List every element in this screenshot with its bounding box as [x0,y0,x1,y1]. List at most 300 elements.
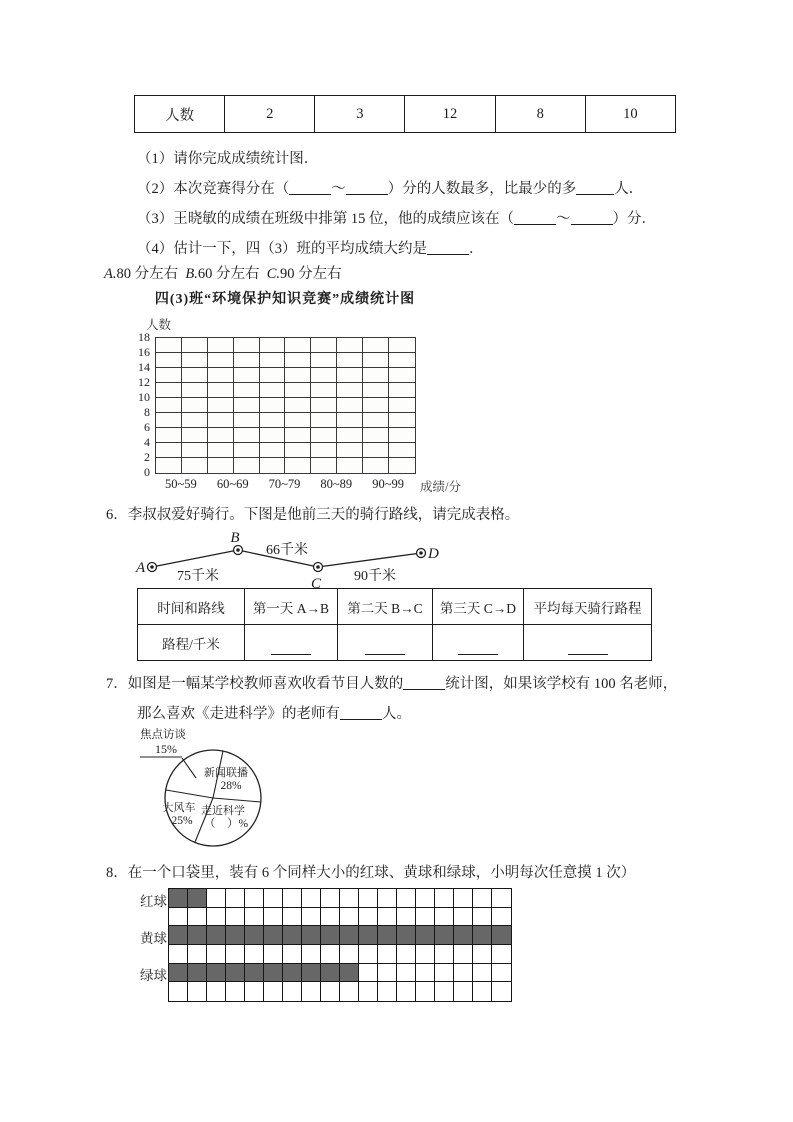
bar-grid-cell [234,383,260,398]
bar-grid-cell [363,368,389,383]
ball-grid-cell [435,908,454,927]
y-tick-label: 8 [144,405,150,419]
ball-grid-cell [492,889,511,908]
bar-grid-cell [363,428,389,443]
tilde-separator: ～ [556,211,571,227]
bar-grid-cell [156,398,182,413]
bar-grid-cell [337,398,363,413]
score-table-label: 人数 [135,96,225,133]
bar-grid-cell [337,443,363,458]
ball-grid-cell-filled [397,926,416,945]
ball-grid-cell-filled [283,926,302,945]
tilde-separator: ～ [331,181,346,197]
y-tick-label: 10 [138,390,150,404]
ball-row-label-green: 绿球 [140,968,167,983]
bar-grid-cell [208,443,234,458]
ball-grid-cell [207,982,226,1001]
ball-grid-cell-filled [245,964,264,983]
ball-grid-cell [378,945,397,964]
option-c-text: 90 分左右 [280,266,342,282]
ball-grid-cell [245,889,264,908]
ball-grid-cell-filled [321,964,340,983]
ball-grid-cell-filled [340,964,359,983]
bar-grid-cell [311,383,337,398]
point-label-c: C [310,576,322,592]
bar-grid-cell [337,338,363,353]
bar-grid-cell [337,383,363,398]
ball-grid-cell-filled [378,926,397,945]
y-tick-label: 12 [138,375,150,389]
ball-grid-cell [207,908,226,927]
bar-grid-cell [182,398,208,413]
ball-grid-cell-filled [321,926,340,945]
pie-label-jiaodian: 焦点访谈 [140,729,186,741]
ball-grid-cell [321,982,340,1001]
question-2-text: ）分的人数最多，比最少的多 [387,181,577,197]
bar-grid-cell [234,338,260,353]
bar-grid-cell [285,368,311,383]
ball-grid-cell [264,889,283,908]
bar-grid-cell [182,368,208,383]
x-tick-label: 60~69 [216,477,249,491]
y-tick-label: 2 [144,450,150,464]
question-7-line1 [106,672,677,693]
bar-grid-cell [208,398,234,413]
x-tick-label: 70~79 [268,477,301,491]
bar-grid-cell [363,383,389,398]
question-7-text: 人。 [382,706,411,722]
ball-grid-cell [416,908,435,927]
bar-grid-cell [208,458,234,473]
score-count-table [134,95,676,133]
ball-grid-cell [378,964,397,983]
question-2-text: （2）本次竞赛得分在（ [137,181,290,197]
ball-grid-cell-filled [226,964,245,983]
bar-grid-cell [389,413,415,428]
ball-grid-cell [435,889,454,908]
route-table-header: 第三天 C→D [433,589,524,625]
bar-grid-cell [208,338,234,353]
bar-grid-cell [234,398,260,413]
question-3 [137,207,656,228]
ball-grid-cell [359,982,378,1001]
bar-grid-cell [285,383,311,398]
ball-grid-cell-filled [435,926,454,945]
ball-grid-cell-filled [226,926,245,945]
ball-grid-cell [207,945,226,964]
bar-grid-cell [182,413,208,428]
question-2-text: 人． [614,181,644,197]
ball-grid-cell [359,945,378,964]
ball-grid-cell [454,889,473,908]
answer-blank[interactable] [403,676,445,690]
ball-grid-cell [302,889,321,908]
score-table-value: 12 [405,96,495,133]
ball-grid-cell [302,945,321,964]
ball-grid-cell [245,908,264,927]
option-b-label: B. [185,266,198,282]
y-axis-label: 人数 [146,318,172,332]
bar-grid-cell [156,413,182,428]
ball-grid-cell-filled [340,926,359,945]
route-distance-table [137,588,652,661]
ball-grid-cell [454,945,473,964]
ball-probability-grid [168,888,512,1002]
bar-grid-cell [337,428,363,443]
ball-grid-cell [340,889,359,908]
ball-grid-cell [245,982,264,1001]
ball-grid-cell [416,982,435,1001]
question-7-line2 [137,702,411,723]
pie-label-xinwen: 新闻联播 [204,767,248,779]
y-tick-label: 4 [144,435,150,449]
ball-grid-cell [378,889,397,908]
ball-grid-cell-filled [302,964,321,983]
ball-grid-cell [283,945,302,964]
bar-grid-cell [182,353,208,368]
question-4 [137,237,484,258]
bar-grid-cell [389,428,415,443]
ball-grid-cell [492,945,511,964]
score-table-value: 2 [225,96,315,133]
route-segment-ab [152,550,238,567]
bar-grid-cell [182,443,208,458]
ball-grid-cell-filled [169,964,188,983]
ball-grid-cell-filled [359,926,378,945]
ball-grid-cell [454,982,473,1001]
ball-grid-cell [397,982,416,1001]
score-table-value: 3 [315,96,405,133]
ball-grid-cell-filled [188,926,207,945]
point-marker-c [314,563,323,572]
bar-chart-title: 四(3)班“环境保护知识竞赛”成绩统计图 [154,292,416,307]
question-4-options [104,262,342,283]
route-answer-cell [524,625,652,661]
route-segment-cd [318,553,421,567]
ball-grid-cell [283,908,302,927]
ball-grid-cell [340,945,359,964]
distance-label-cd: 90千米 [354,569,396,584]
table-row [138,625,652,661]
route-table-header: 平均每天骑行路程 [524,589,652,625]
bar-grid-cell [260,353,286,368]
ball-grid-cell [359,908,378,927]
ball-grid-cell [359,889,378,908]
bar-grid-cell [208,383,234,398]
ball-grid-cell [416,889,435,908]
bar-grid-cell [311,368,337,383]
ball-grid-cell [378,982,397,1001]
y-axis-ticks [128,330,152,487]
ball-grid-cell [435,945,454,964]
bar-grid-cell [337,413,363,428]
ball-grid-cell-filled [473,926,492,945]
bar-grid-cell [311,338,337,353]
ball-grid-cell-filled [283,964,302,983]
bar-grid-cell [208,368,234,383]
ball-grid-cell-filled [207,926,226,945]
ball-grid-cell [264,982,283,1001]
question-1-text: （1）请你完成成绩统计图． [137,151,319,167]
ball-grid-cell [283,889,302,908]
bar-grid-cell [208,353,234,368]
y-tick-label: 0 [144,465,150,479]
ball-grid-cell [416,964,435,983]
x-tick-label: 80~89 [320,477,353,491]
bar-grid-cell [208,413,234,428]
score-table-value: 8 [495,96,585,133]
y-tick-label: 18 [138,330,150,344]
bar-grid-cell [234,428,260,443]
y-tick-label: 14 [138,360,150,374]
ball-row-label-yellow: 黄球 [140,931,167,946]
y-tick-label: 6 [144,420,150,434]
bar-grid-cell [234,413,260,428]
bar-grid-cell [156,443,182,458]
bar-grid-cell [208,428,234,443]
ball-grid-cell [188,945,207,964]
bar-grid-cell [260,428,286,443]
question-4-text: （4）估计一下，四（3）班的平均成绩大约是 [137,241,427,257]
bar-grid-cell [285,458,311,473]
bar-grid-cell [260,368,286,383]
bar-grid-cell [363,398,389,413]
ball-grid-cell [378,908,397,927]
ball-grid-cell [340,908,359,927]
question-7-text: 那么喜欢《走进科学》的老师有 [137,706,340,722]
bar-grid-cell [156,338,182,353]
distance-label-bc: 66千米 [266,543,308,558]
ball-grid-cell [397,889,416,908]
bar-grid-cell [363,458,389,473]
pie-pct-zoujin: （ ）% [203,818,249,830]
ball-grid-cell [492,908,511,927]
ball-grid-cell [454,964,473,983]
answer-blank[interactable] [514,211,556,225]
point-label-a: A [136,560,146,576]
bar-grid-cell [389,458,415,473]
bar-grid-cell [156,368,182,383]
bar-grid-cell [363,353,389,368]
ball-grid-cell [473,908,492,927]
route-table-row-label: 路程/千米 [138,625,245,661]
route-answer-cell [338,625,433,661]
point-marker-a [148,563,157,572]
ball-grid-cell [264,908,283,927]
ball-grid-cell [321,908,340,927]
answer-blank[interactable] [576,181,614,195]
ball-grid-cell [492,964,511,983]
x-axis-ticks [155,477,414,492]
question-3-text: ）分． [612,211,656,227]
bar-grid-cell [260,458,286,473]
answer-blank[interactable] [458,641,498,655]
answer-blank[interactable] [346,181,388,195]
ball-grid-cell [226,945,245,964]
ball-grid-cell-filled [188,889,207,908]
bar-grid-cell [311,428,337,443]
bar-grid-cell [156,383,182,398]
question-1 [137,147,318,168]
bar-grid-cell [363,413,389,428]
ball-grid-cell-filled [454,926,473,945]
point-marker-b [234,546,243,555]
pie-label-zoujin: 走近科学 [201,805,245,817]
answer-blank[interactable] [289,181,331,195]
y-tick-label: 16 [138,345,150,359]
bar-grid-cell [363,338,389,353]
bar-grid-cell [182,458,208,473]
ball-grid-cell-filled [302,926,321,945]
ball-grid-cell-filled [169,926,188,945]
answer-blank[interactable] [340,706,382,720]
point-marker-d [417,549,426,558]
answer-blank[interactable] [568,641,608,655]
bar-grid-cell [234,458,260,473]
ball-grid-cell [435,964,454,983]
ball-grid-cell [321,889,340,908]
ball-grid-cell [226,982,245,1001]
bar-grid-cell [337,353,363,368]
bar-chart-grid [155,337,416,474]
ball-grid-cell [359,964,378,983]
bar-grid-cell [234,368,260,383]
bar-grid-cell [234,353,260,368]
option-a-text: 80 分左右 [116,266,179,282]
bar-grid-cell [182,383,208,398]
bar-grid-cell [311,443,337,458]
distance-label-ab: 75千米 [177,569,219,584]
bar-grid-cell [389,443,415,458]
bar-grid-cell [389,353,415,368]
route-table-header: 时间和路线 [138,589,245,625]
ball-grid-cell [283,982,302,1001]
bar-grid-cell [285,338,311,353]
ball-grid-cell [473,964,492,983]
ball-grid-cell-filled [169,889,188,908]
route-diagram [128,530,463,594]
ball-grid-cell [473,982,492,1001]
table-header-row [138,589,652,625]
x-axis-label: 成绩/分 [420,480,461,494]
bar-grid-cell [234,443,260,458]
answer-blank[interactable] [427,241,469,255]
option-c-label: C. [266,266,281,282]
ball-grid-cell-filled [492,926,511,945]
bar-grid-cell [337,458,363,473]
bar-grid-cell [260,383,286,398]
ball-grid-cell [245,945,264,964]
ball-grid-cell-filled [188,964,207,983]
ball-grid-cell [473,889,492,908]
bar-grid-cell [156,428,182,443]
ball-grid-cell [454,908,473,927]
route-answer-cell [245,625,338,661]
ball-grid-cell-filled [264,964,283,983]
bar-grid-cell [389,398,415,413]
bar-grid-cell [311,413,337,428]
ball-grid-cell [264,945,283,964]
ball-grid-cell [207,889,226,908]
bar-grid-cell [260,413,286,428]
ball-grid-cell-filled [207,964,226,983]
bar-grid-cell [389,383,415,398]
ball-grid-cell [321,945,340,964]
bar-grid-cell [285,413,311,428]
ball-grid-cell [397,908,416,927]
bar-grid-cell [285,398,311,413]
bar-grid-cell [260,443,286,458]
option-a-label: A. [104,266,117,282]
bar-grid-cell [260,338,286,353]
ball-grid-cell [169,908,188,927]
bar-grid-cell [337,368,363,383]
question-7-text: 统计图，如果该学校有 100 名老师， [445,676,678,692]
option-b-text: 60 分左右 [197,266,260,282]
pie-chart [136,726,278,852]
question-3-text: （3）王晓敏的成绩在班级中排第 15 位，他的成绩应该在（ [137,211,514,227]
point-label-d: D [428,546,439,562]
pie-pct-jiaodian: 15% [155,742,177,756]
point-label-b: B [230,530,240,546]
ball-row-label-red: 红球 [140,894,167,909]
question-8-text: 8．在一个口袋里，装有 6 个同样大小的红球、黄球和绿球，小明每次任意摸 1 次） [106,865,636,881]
route-answer-cell [433,625,524,661]
x-tick-label: 90~99 [372,477,404,491]
ball-grid-cell [226,908,245,927]
question-4-text: ． [469,241,484,257]
bar-grid-cell [311,398,337,413]
ball-grid-cell-filled [245,926,264,945]
bar-grid-cell [389,338,415,353]
ball-grid-cell [397,964,416,983]
ball-grid-cell [302,982,321,1001]
bar-grid-cell [389,368,415,383]
ball-grid-cell-filled [264,926,283,945]
bar-grid-cell [285,428,311,443]
bar-grid-cell [363,443,389,458]
bar-grid-cell [285,443,311,458]
score-table-value: 10 [585,96,675,133]
route-table-header: 第二天 B→C [338,589,433,625]
ball-grid-cell [416,945,435,964]
answer-blank[interactable] [571,211,613,225]
answer-blank[interactable] [271,641,311,655]
x-tick-label: 50~59 [165,477,197,491]
bar-grid-cell [156,353,182,368]
bar-grid-cell [182,338,208,353]
ball-grid-cell [435,982,454,1001]
ball-grid-cell-filled [416,926,435,945]
bar-grid-cell [311,458,337,473]
question-2 [137,177,643,198]
pie-label-dafengche: 大风车 [162,802,196,814]
bar-grid-cell [182,428,208,443]
ball-grid-cell [340,982,359,1001]
ball-grid-cell [492,982,511,1001]
ball-grid-cell [302,908,321,927]
pie-pct-xinwen: 28% [220,780,242,792]
ball-grid-cell [188,908,207,927]
ball-grid-cell [226,889,245,908]
bar-grid-cell [285,353,311,368]
question-7-text: 7．如图是一幅某学校教师喜欢收看节目人数的 [106,676,404,692]
answer-blank[interactable] [365,641,405,655]
ball-grid-cell [397,945,416,964]
ball-grid-cell [169,982,188,1001]
bar-grid-cell [260,398,286,413]
table-row [135,96,676,133]
